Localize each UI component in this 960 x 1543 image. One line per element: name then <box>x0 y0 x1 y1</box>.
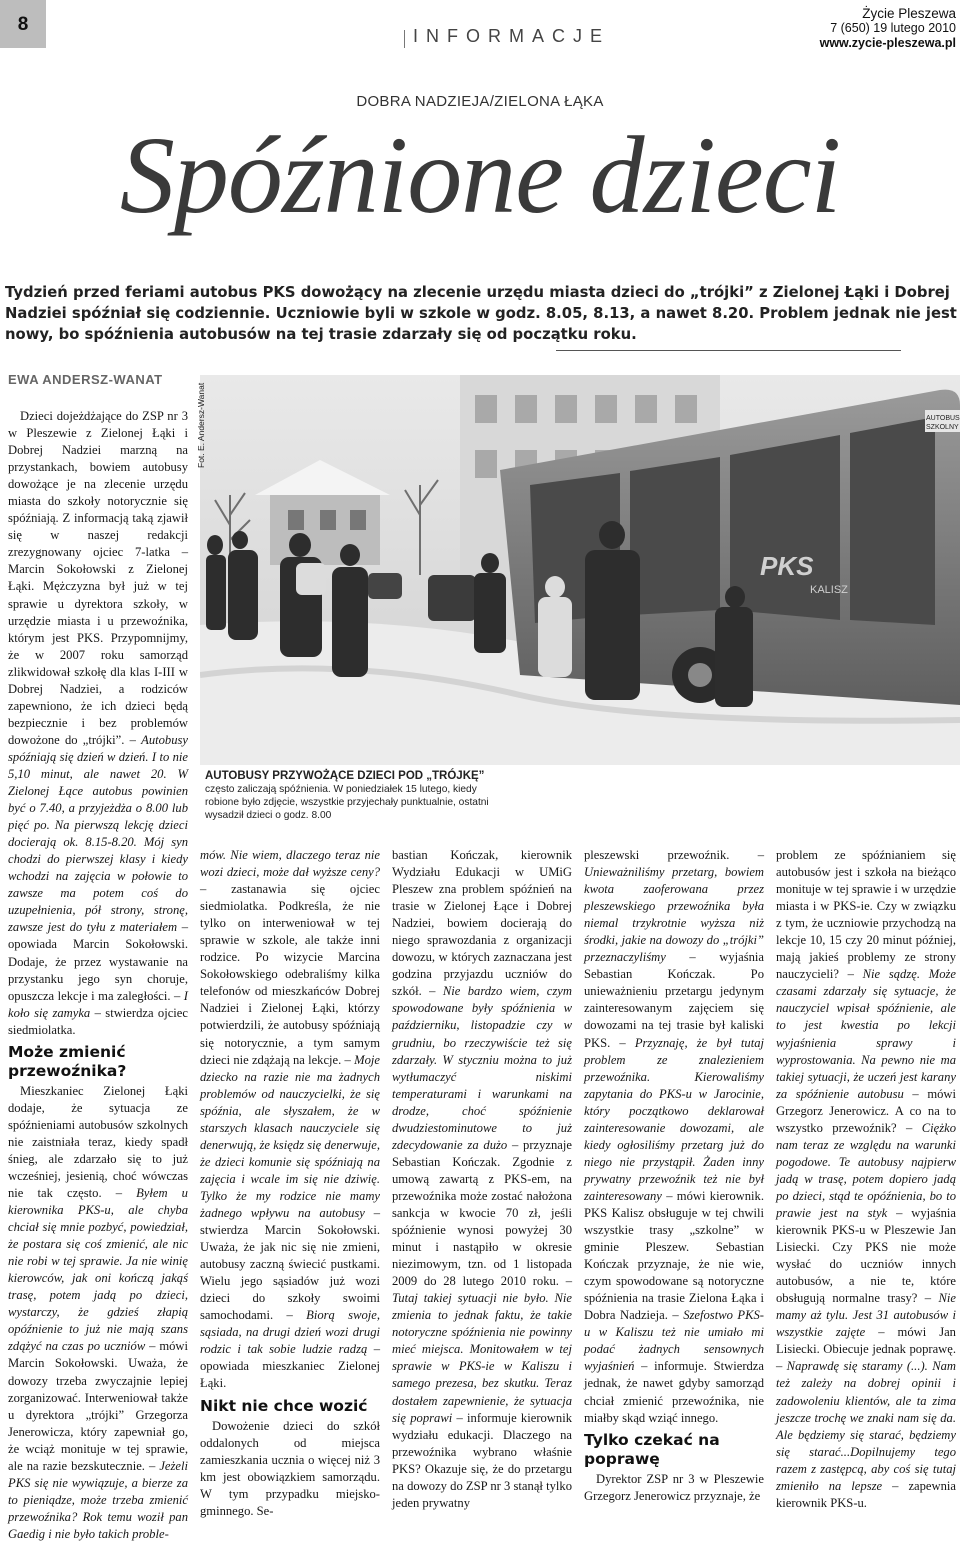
section-divider <box>404 30 405 48</box>
col1-quote: Jeżeli PKS się nie wywiązuje, a bierze za to pieniądze, może trzeba zmienić przewoźnika? Rok temu woził pan Gaedig i nie było takich proble- <box>8 1458 188 1541</box>
school-bus-photo <box>200 375 960 765</box>
caption-text: często zaliczają spóźnienia. W poniedziałek 15 lutego, kiedy robione było zdjęcie, wszystkie przyjechały punktualnie, ostatni wysadził dzieci o godz. 8.00 <box>205 784 489 821</box>
col2-text: – zastanawia się ojciec siedmiolatka. Podkreśla, że nie tylko on interweniował w tej sprawie w szkole, ale także inni rodzice. Po wizycie Marcina Sokołowskiego odebraliśmy kilka telefonów od mieszkańców Dobrej Nadziei i Zielonej Łąki, którzy potwierdzili, że autobusy spóźniają się notorycznie, a tym samym dzieci nie zdążają na lekcje. – <box>200 882 380 1067</box>
col1-quote: Autobusy spóźniają się dzień w dzień. I to nie 5,10 minut, ale nawet 20. W Zielonej Łące autobus powinien być o 7.40, a przyjeżdża o 8.00 lub pięć po. Na pierwszą lekcję dzieci docierają ok. 8.15-8.20. Mój syn chodzi do pierwszej klasy i kiedy wchodzi na zajęcia w połowie to zawsze ma potem coś do uzupełnienia, pół strony, stronę, zawsze jest do tyłu z materiałem <box>8 732 188 935</box>
col2-quote: Moje dziecko na razie nie ma żadnych problemów od nauczycielki, że się spóźnia, ale słyszałem, że w starszych klasach nauczyciele się denerwują, że księdz się denerwuje, że dzieci komunie się spóźniają na zajęcia i wcale im się nie dziwię. Tylko że my rodzice nie mamy żadnego wpływu na autobusy <box>200 1052 380 1220</box>
col4-text: – informuje. Stwierdza jednak, że nawet gdyby samorząd chciał zmienić przewoźnika, nie miałby skąd wziąć innego. <box>584 1359 764 1425</box>
article-kicker: DOBRA NADZIEJA/ZIELONA ŁĄKA <box>356 93 604 110</box>
col1-quote: I koło się zamyka <box>8 988 188 1020</box>
caption-title: AUTOBUSY PRZYWOŻĄCE DZIECI POD „TRÓJKĘ” <box>205 770 485 782</box>
article-column-2 <box>200 847 380 1520</box>
col5-quote: Ciężko nam teraz ze względu na warunki pogodowe. Te autobusy najpierw jadą w trasę, potem dopiero jadą po dzieci, stąd te opóźnienia, bo to prawie jest na styk <box>776 1120 956 1220</box>
col5-text: – mówi Jan Lisiecki. Obiecuje jednak poprawę. – <box>776 1325 956 1374</box>
subheading-nobody-wants: Nikt nie chce wozić <box>200 1396 368 1415</box>
bus-logo: PKS <box>760 551 814 581</box>
article-lead: Tydzień przed feriami autobus PKS dowożący na zlecenie urzędu miasta dzieci do „trójki” z Zielonej Łąki i Dobrej Nadziei spóźniał się codziennie. Uczniowie byli w szkole w godz. 8.05, 8.13, a nawet 8.20. Problem jednak nie jest nowy, bo spóźnienia autobusów na tej trasie zdarzały się od początku roku. <box>5 284 957 343</box>
col3-quote: Nie bardzo wiem, czym spowodowane były spóźnienia w październiku, listopadzie czy w grudniu, bo rzeczywiście też się zdarzały. W styczniu można to już wytłumaczyć niskimi temperaturami i warunkami na drodze, choć spóźnienie dwudziestominutowe to już zdecydowanie za dużo <box>392 984 572 1152</box>
subheading-waiting: Tylko czekać na poprawę <box>584 1430 720 1468</box>
issue-info: 7 (650) 19 lutego 2010 <box>830 21 956 35</box>
col5-quote: Nie mamy aż tylu. Jest 31 autobusów i wszystkie zajęte <box>776 1291 956 1340</box>
masthead <box>820 6 956 51</box>
article-column-3 <box>392 847 572 1512</box>
lead-divider <box>556 350 901 351</box>
col5-text: problem ze spóźnianiem się autobusów jest i szkoła na bieżąco monituje w tej sprawie i w urzędzie miasta i w PKS-ie. Czy w związku z tym, że uczniowie przychodzą na lekcje 10, 15 czy 20 minut później, mają jakieś problemy ze strony nauczycieli? – <box>776 848 956 982</box>
article-column-1 <box>8 408 188 1543</box>
col1-text: – mówi Marcin Sokołowski. Uważa, że dowozy trzeba zwyczajnie lepiej zorganizować. Interweniował także u dyrektora „trójki” Grzegorza Jenerowicza, który zapewniał go, że wciąż monituje w tej sprawie, ale na razie bezskutecznie. – <box>8 1339 189 1473</box>
col5-text: – mówi Grzegorz Jenerowicz. A co na to wszystko przewoźnik? – <box>776 1086 957 1135</box>
col2-text: Dowożenie dzieci do szkół oddalonych od miejsca zamieszkania ucznia o więcej niż 3 km jest obowiązkiem samorządu. W tym przypadku miejsko-gminnego. Se- <box>200 1418 380 1518</box>
publication-name: Życie Pleszewa <box>862 6 956 21</box>
photo-credit: Fot. E. Andersz-Wanat <box>196 382 206 468</box>
article-byline: EWA ANDERSZ-WANAT <box>8 372 163 387</box>
subheading-change-carrier: Może zmienić przewoźnika? <box>8 1042 127 1080</box>
col2-quote: mów. Nie wiem, dlaczego teraz nie wozi dzieci, może dał wyższe ceny? <box>200 848 380 880</box>
bus-sign-line2: SZKOLNY <box>926 424 959 431</box>
col3-text: – informuje kierownik wydziału edukacji. Dlaczego na przewoźnika wybrano właśnie PKS? Okazuje się, że do przetargu na dowozy do ZSP nr 3 stanął tylko jeden prywatny <box>392 1410 572 1510</box>
col4-text: pleszewski przewoźnik. – <box>584 848 764 862</box>
publication-url[interactable]: www.zycie-pleszewa.pl <box>819 36 956 50</box>
col1-quote: Byłem u kierownika PKS-u, ale chyba chciał się mnie pozbyć, powiedział, że postara się coś zmienić, ale nic nie robi w tej sprawie. Ja nie winię kierowców, jak oni kończą jakąś trasę, potem jadą po dzieci, wystarczy, że gdzieś złapią opóźnienie to już nie mają szans zdążyć na czas po uczniów <box>8 1186 188 1354</box>
col4-quote: Unieważniliśmy przetarg, bowiem kwota zaoferowana przez pleszewskiego przewoźnika była niemal trzykrotnie wyższa niż środki, jakie na dowozy do „trójki” przeznaczyliśmy <box>584 865 764 965</box>
col1-text: Dzieci dojeżdżające do ZSP nr 3 w Pleszewie z Zielonej Łąki i Dobrej Nadziei marzną na przystankach, bowiem autobusy dowożące je na zlecenie urzędu miasta do szkoły notorycznie się spóźniają. Z informacją taką zjawił się w naszej redakcji zrezygnowany ojciec 7-latka – Marcin Sokołowski z Zielonej Łąki. Mężczyzna był już w tej sprawie u dyrektora szkoły, w urzędzie miasta i u przewoźnika, którym jest PKS. Przypomnijmy, że w 2007 roku samorząd zlikwidował szkołę dla klas I-III w Dobrej Nadziei, a rodziców zapewniono, że ich dzieci będą bezpiecznie i bez problemów dowożone do „trójki”. – <box>8 409 188 747</box>
col4-text: Dyrektor ZSP nr 3 w Pleszewie Grzegorz Jenerowicz przyznaje, że <box>584 1471 764 1503</box>
col2-text: – opowiada mieszkaniec Zielonej Łąki. <box>200 1342 380 1391</box>
photo-caption <box>205 770 505 822</box>
col5-quote: Nie sądzę. Może czasami zdarzały się sytuacje, że nauczyciel wpisał spóźnienie, ale to jest kwestia po lekcji wyjaśnienia sprawy i wyprostowania. Na pewno nie ma takiej sytuacji, że uczeń jest karany za spóźnienie autobusu <box>776 967 956 1101</box>
col1-text: – stwierdza ojciec siedmiolatka. <box>8 1005 188 1037</box>
col4-quote: Szefostwo PKS-u w Kaliszu też nie umiało mi podać żadnych sensownych wyjaśnień <box>584 1308 764 1374</box>
col5-quote: Naprawdę się staramy (...). Nam też zależy na dobrej opinii i zadowoleniu klientów, ale ta zima jeszcze trochę we znaki nam się da. Ale będziemy się starać, będziemy się starać...Dopilnujemy tego razem z zastępcą, aby coś się tutaj zmieniło na lepsze <box>776 1359 956 1493</box>
article-column-4 <box>584 847 764 1505</box>
bus-sign-line1: AUTOBUS <box>926 415 960 422</box>
col2-quote: Biorą swoje, sąsiada, na drugi dzień wozi drugi rodzic i tak sobie ludzie radzą <box>200 1308 381 1357</box>
col3-text: – przyznaje Sebastian Kończak. Zgodnie z umową zawartą z PKS-em, na przewoźnika może zostać nałożona sankcja w kwocie 70 zł, jeśli spóźnienie wynosi powyżej 30 minut i nastąpiło w okresie niezimowym, tzn. od 1 listopada 2009 do 28 lutego 2010 roku. – <box>392 1137 572 1289</box>
page-number: 8 <box>0 0 46 48</box>
article-headline: Spóźnione dzieci <box>119 114 841 236</box>
article-column-5 <box>776 847 956 1512</box>
col2-text: – stwierdza Marcin Sokołowski. Uważa, że jak nic się nie zmieni, autobusy zaczną świecić pustkami. Wielu jego sąsiadów już wozi dzieci do szkoły swoimi samochodami. – <box>200 1205 380 1323</box>
bus-logo-text: KALISZ <box>810 584 848 596</box>
col1-text: Mieszkaniec Zielonej Łąki dodaje, że sytuacja ze spóźnieniami autobusów szkolnych nie zaistniała teraz, kiedy spadł śnieg, ale zdarzało się to już wcześniej, jesienią, choć wówczas nie tak często. – <box>8 1083 188 1201</box>
col4-quote: Przyznaję, że był tutaj problem ze znalezieniem przewoźnika. Kierowaliśmy zapytania do PKS-u w Jarocinie, który początkowo deklarował zainteresowanie dowozami, ale kiedy ogłosiliśmy przetarg już do niego nie przystąpił. Żaden inny prywatny przewoźnik też nie był zainteresowany <box>584 1035 765 1203</box>
col5-text: – wyjaśnia kierownik PKS-u w Pleszewie Jan Lisiecki. Czy PKS nie może wysłać do uczniów innych autobusów, a nie te, które obsługują normalne trasy? – <box>776 1205 956 1306</box>
col3-quote: Tutaj takiej sytuacji nie było. Nie zmienia to jednak faktu, że takie notoryczne spóźnienia nie powinny mieć miejsca. Monitowałem w tej sprawie w PKS-ie w Kaliszu i samego prezesa, bez skutku. Teraz dostałem zapewnienie, że sytuacja się poprawi <box>392 1291 572 1425</box>
article-photo <box>200 375 960 765</box>
col4-text: – wyjaśnia Sebastian Kończak. Po unieważnieniu przetargu jedynym zainteresowanym zajęciem się dowozami na tej trasie był kaliski PKS. – <box>584 950 764 1050</box>
col4-text: – mówi kierownik. PKS Kalisz obsługuje w tej chwili wszystkie trasy „szkolne” w gminie Pleszew. Sebastian Kończak przyznaje, że nie wie, czym spowodowane są notoryczne spóźnienia na trasie Zielona Łąka i Dobra Nadzieja. – <box>584 1188 764 1323</box>
col3-text: bastian Kończak, kierownik Wydziału Edukacji w UMiG Pleszew zna problem spóźnień na trasie w Zielonej Łące i Dobrej Nadziei, bowiem docierają do niego sprawozdania z organizacji dowozu, w których zaznaczana jest godzina przyjazdu uczniów do szkół. – <box>392 848 572 999</box>
col1-text: – opowiada Marcin Sokołowski. Dodaje, że przez wystawanie na przystanku jego syn choruje, opuszcza lekcje i ma zaległości. – <box>8 920 188 1003</box>
col5-text: – zapewnia kierownik PKS-u. <box>776 1478 956 1510</box>
section-name: INFORMACJE <box>413 26 610 46</box>
